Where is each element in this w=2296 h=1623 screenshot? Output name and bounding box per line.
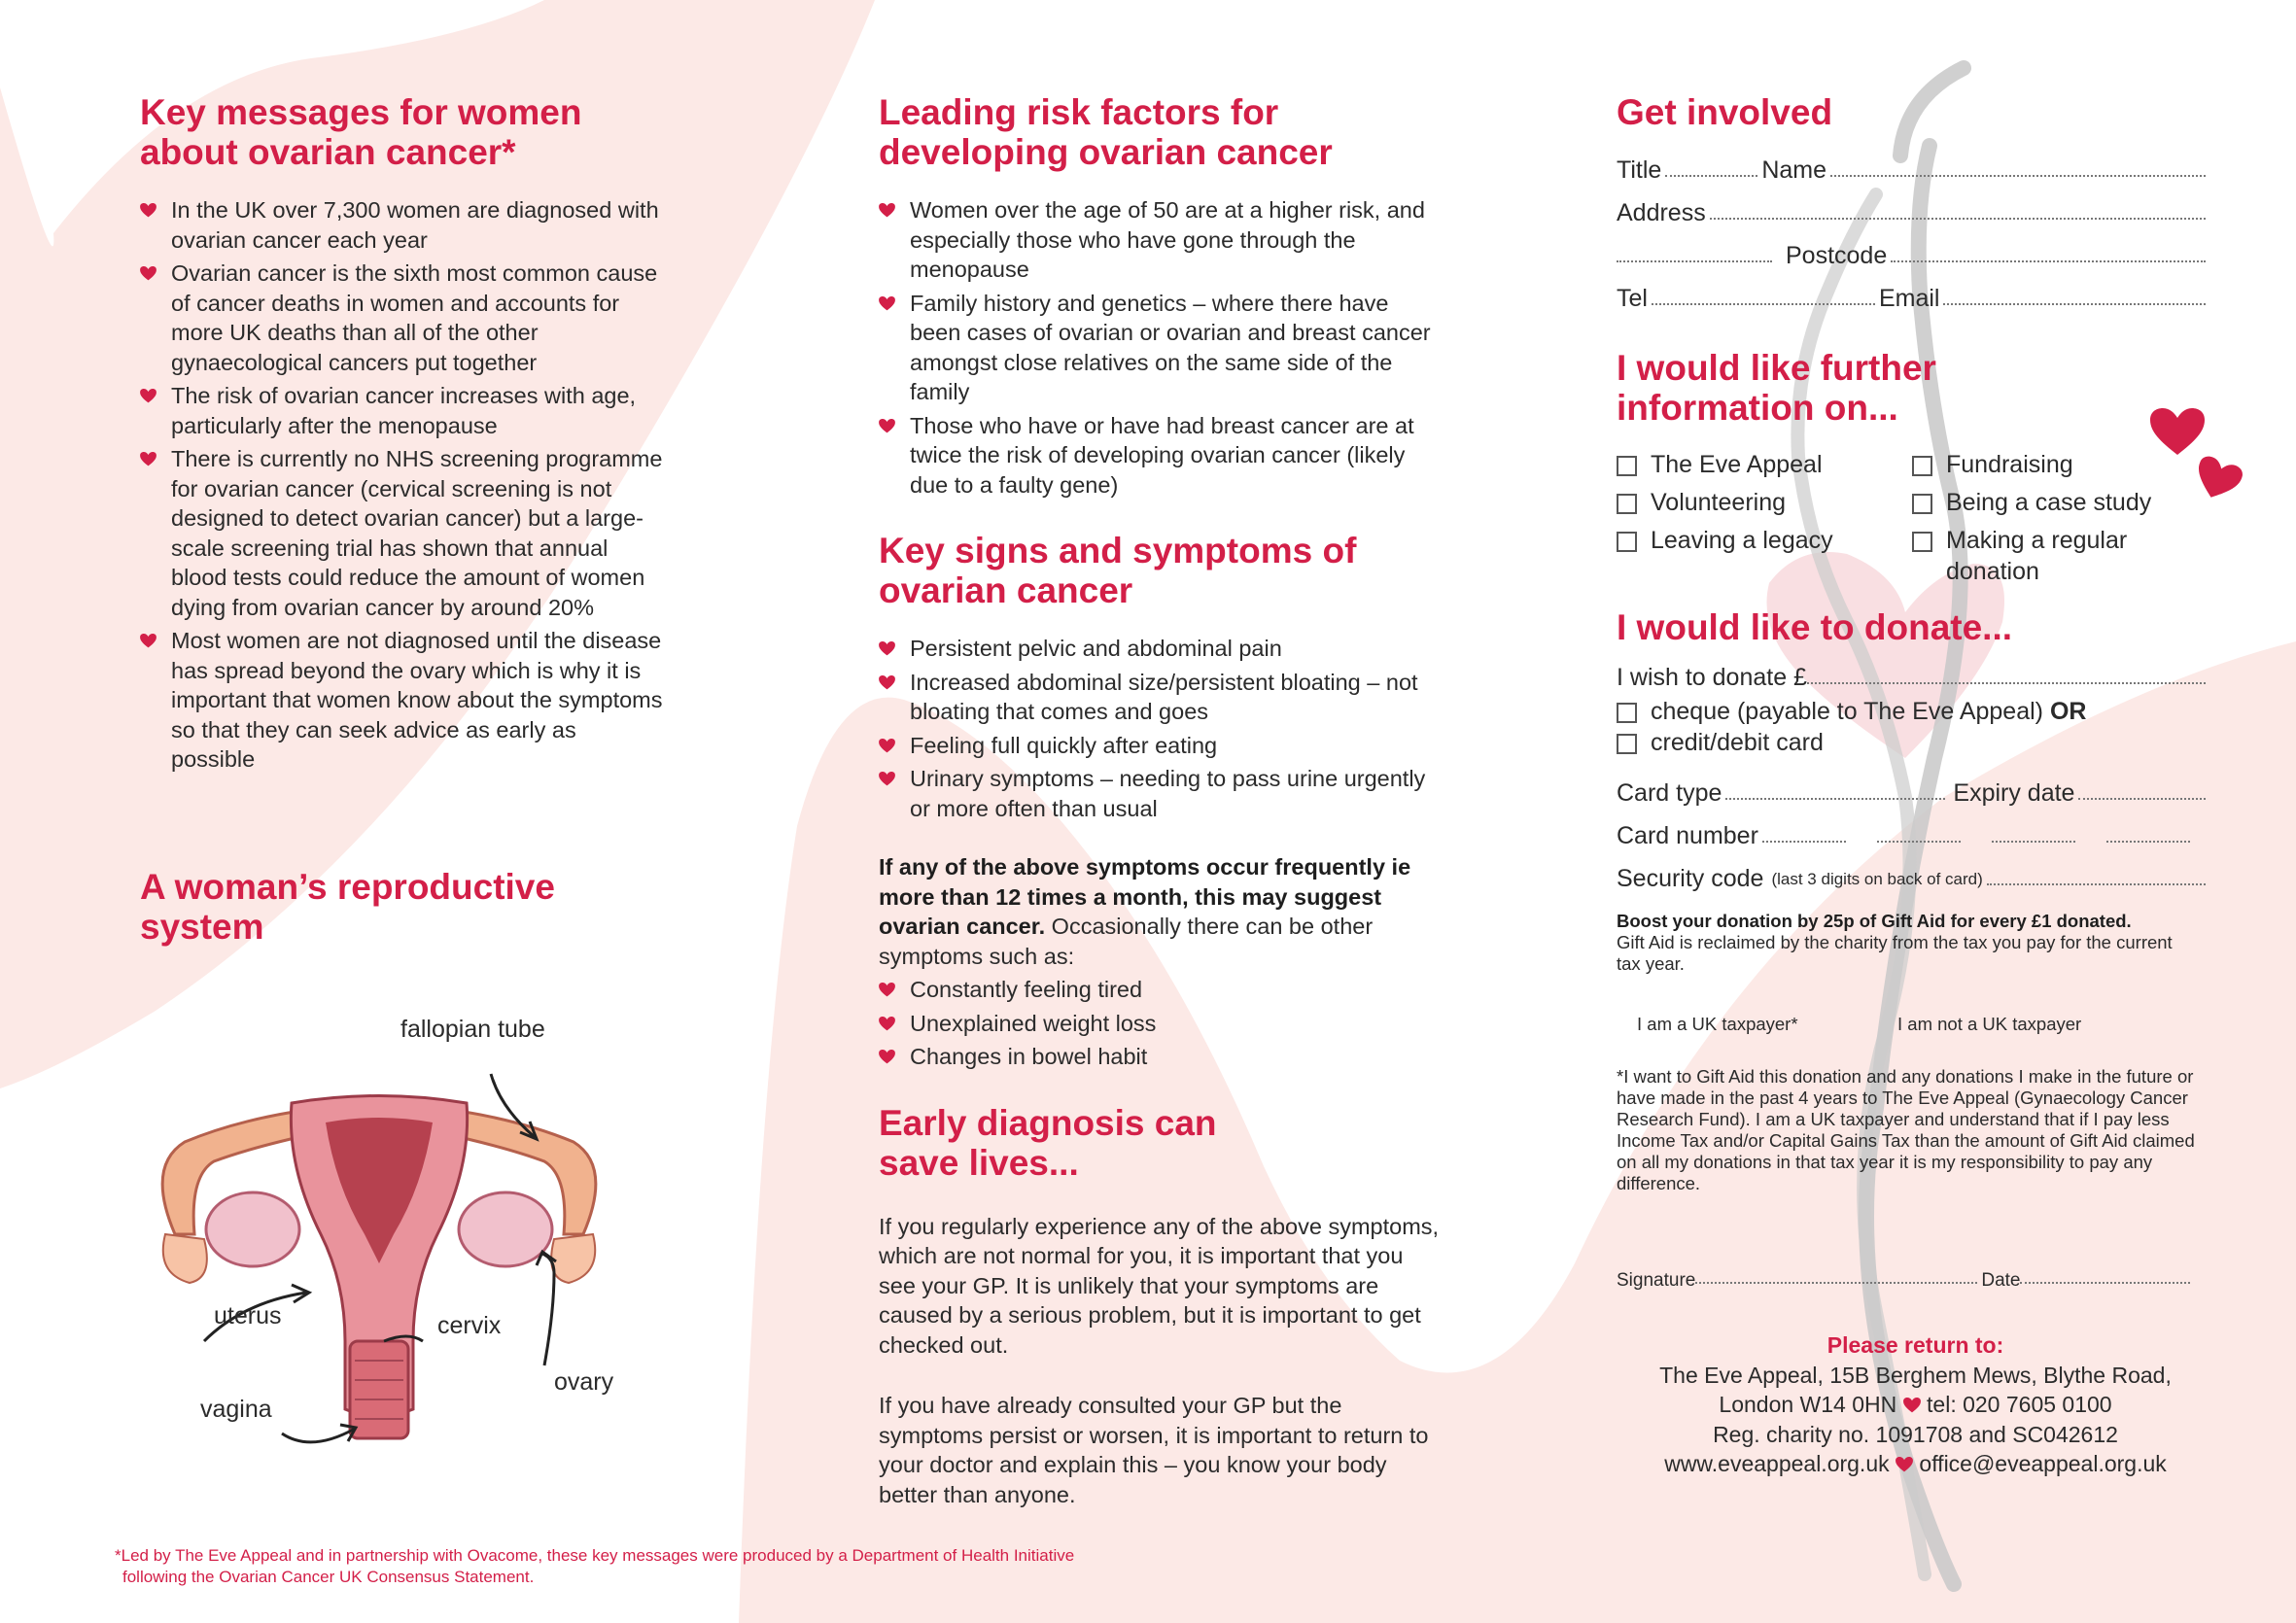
- heart-bullet-icon: [879, 739, 895, 753]
- card-type-row: [1617, 765, 2209, 808]
- not-taxpayer-option[interactable]: [1877, 1014, 2081, 1035]
- list-item: [140, 195, 665, 255]
- heart-bullet-icon: [140, 452, 157, 466]
- address-field[interactable]: [1710, 218, 2206, 220]
- website-link[interactable]: www.eveappeal.org.uk: [1664, 1451, 1890, 1476]
- donate-amount-label: I wish to donate £: [1617, 664, 1807, 691]
- donate-amount-field[interactable]: [1807, 682, 2206, 684]
- list-item-text: Most women are not diagnosed until the disease has spread beyond the ovary which is why it is important that women know about the symptoms so that they can seek advice as early as possible: [171, 628, 663, 772]
- heart-bullet-icon: [140, 634, 157, 648]
- card-type-field[interactable]: [1725, 798, 1945, 800]
- list-item: [879, 195, 1443, 285]
- list-item: [879, 668, 1443, 727]
- expiry-field[interactable]: [2078, 798, 2206, 800]
- checkbox-icon[interactable]: [1617, 494, 1637, 514]
- list-item: [140, 626, 665, 775]
- heart-bullet-icon: [879, 983, 895, 997]
- checkbox-icon[interactable]: [1912, 532, 1932, 552]
- tel-field[interactable]: [1652, 303, 1875, 305]
- list-item: [879, 1042, 1443, 1072]
- early-diagnosis-title: Early diagnosis can save lives...: [879, 1102, 1217, 1183]
- checkbox-icon[interactable]: [1617, 532, 1637, 552]
- risk-factors-list: [879, 195, 1443, 500]
- info-option-label: Fundraising: [1946, 451, 2073, 478]
- return-line-3: Reg. charity no. 1091708 and SC042612: [1713, 1421, 2118, 1447]
- list-item-text: Constantly feeling tired: [910, 977, 1143, 1002]
- card-number-block-2[interactable]: [1877, 841, 1961, 843]
- heart-bullet-icon: [140, 203, 157, 218]
- list-item-text: Unexplained weight loss: [910, 1010, 1157, 1036]
- list-item: [879, 764, 1443, 823]
- checkbox-icon[interactable]: [1617, 1018, 1631, 1032]
- tel-email-row: [1617, 270, 2209, 313]
- checkbox-icon[interactable]: [1877, 1018, 1892, 1032]
- card-number-block-4[interactable]: [2106, 841, 2190, 843]
- info-option-label: Leaving a legacy: [1651, 527, 1833, 554]
- cheque-label: cheque (payable to The Eve Appeal) OR: [1651, 698, 2087, 725]
- gift-aid-text: Gift Aid is reclaimed by the charity from the tax you pay for the current tax year.: [1617, 932, 2173, 974]
- return-line-4: [1617, 1449, 2214, 1479]
- gift-aid-headline: Boost your donation by 25p of Gift Aid for every £1 donated.: [1617, 911, 2132, 931]
- security-code-row: [1617, 850, 2209, 893]
- checkbox-icon[interactable]: [1617, 734, 1637, 754]
- email-link[interactable]: office@eveappeal.org.uk: [1919, 1451, 2167, 1476]
- list-item: [879, 731, 1443, 761]
- list-item: [879, 634, 1443, 664]
- checkbox-icon[interactable]: [1617, 456, 1637, 476]
- vagina-label: vagina: [200, 1396, 272, 1423]
- list-item-text: Those who have or have had breast cancer are at twice the risk of developing ovarian cancer (likely due to a faulty gene): [910, 412, 1414, 498]
- uterus-label: uterus: [214, 1302, 282, 1329]
- info-option[interactable]: [1912, 525, 2204, 587]
- card-type-label: Card type: [1617, 779, 1722, 807]
- taxpayer-option[interactable]: [1617, 1014, 1877, 1035]
- other-symptoms-list: [879, 975, 1443, 1072]
- info-option[interactable]: [1617, 449, 1912, 480]
- title-field[interactable]: [1665, 175, 1757, 177]
- info-option-label: Being a case study: [1946, 489, 2152, 516]
- heart-bullet-icon: [879, 772, 895, 786]
- taxpayer-options: [1617, 1014, 2209, 1035]
- symptoms-note: If any of the above symptoms occur frequently ie more than 12 times a month, this may suggest ovarian cancer. Occasionally there can be other symptoms such as:: [879, 854, 1411, 969]
- key-messages-list: [140, 195, 665, 775]
- card-number-row: [1617, 808, 2209, 850]
- info-option[interactable]: [1617, 487, 1912, 518]
- info-option-label: The Eve Appeal: [1651, 451, 1823, 478]
- checkbox-icon[interactable]: [1912, 456, 1932, 476]
- name-field[interactable]: [1830, 175, 2206, 177]
- address-continued-field[interactable]: [1617, 260, 1772, 262]
- further-info-title: I would like further information on...: [1617, 348, 1936, 428]
- return-address: [1617, 1330, 2214, 1479]
- early-diagnosis-paragraph-2: If you have already consulted your GP but the symptoms persist or worsen, it is important to return to your doctor and explain this – you know your body better than anyone.: [879, 1393, 1429, 1507]
- list-item-text: Urinary symptoms – needing to pass urine urgently or more often than usual: [910, 766, 1426, 821]
- heart-bullet-icon: [879, 641, 895, 656]
- list-item: [140, 381, 665, 440]
- column-key-messages: [140, 92, 665, 970]
- heart-bullet-icon: [140, 389, 157, 403]
- title-name-row: [1617, 142, 2209, 185]
- email-label: Email: [1878, 285, 1940, 312]
- list-item-text: There is currently no NHS screening programme for ovarian cancer (cervical screening is not designed to detect ovarian cancer) but a large-scale screening trial has shown that annual blood tests could reduce the amount of women dying from ovarian cancer by around 20%: [171, 446, 663, 620]
- info-option[interactable]: [1912, 487, 2204, 518]
- column-form: [1617, 92, 2209, 1479]
- card-option[interactable]: [1617, 727, 2209, 758]
- gift-aid-declaration: *I want to Gift Aid this donation and any donations I make in the future or have made in the past 4 years to The Eve Appeal (Gynaecology Cancer Research Fund). I am a UK taxpayer and understand that if I pay less Income Tax and/or Capital Gains Tax than the amount of Gift Aid claimed on all my donations in that tax year it is my responsibility to pay any difference.: [1617, 1066, 2195, 1193]
- checkbox-icon[interactable]: [1617, 703, 1637, 723]
- heart-bullet-icon: [879, 1050, 895, 1064]
- expiry-label: Expiry date: [1953, 779, 2075, 807]
- gift-aid-info: [1617, 911, 2180, 975]
- address-label: Address: [1617, 199, 1706, 226]
- footnote: [115, 1545, 1281, 1588]
- return-line-2: London W14 0HN tel: 020 7605 0100: [1719, 1392, 2112, 1417]
- info-option-label: Making a regular donation: [1946, 527, 2128, 585]
- postcode-row: [1617, 227, 2209, 270]
- signature-label: Signature: [1617, 1270, 1696, 1291]
- footnote-line-2: following the Ovarian Cancer UK Consensus Statement.: [122, 1568, 535, 1586]
- heart-bullet-icon: [879, 296, 895, 311]
- email-field[interactable]: [1943, 303, 2206, 305]
- list-item: [879, 411, 1443, 501]
- list-item: [879, 1009, 1443, 1039]
- checkbox-icon[interactable]: [1912, 494, 1932, 514]
- get-involved-title: Get involved: [1617, 92, 1833, 132]
- security-code-field[interactable]: [1987, 883, 2206, 885]
- info-option-label: Volunteering: [1651, 489, 1787, 516]
- list-item: [879, 975, 1443, 1005]
- card-number-label: Card number: [1617, 822, 1758, 849]
- risk-factors-title: Leading risk factors for developing ovarian cancer: [879, 92, 1333, 172]
- postcode-field[interactable]: [1891, 260, 2206, 262]
- info-option[interactable]: [1617, 525, 1912, 587]
- signs-list: [879, 634, 1443, 823]
- early-diagnosis-paragraph-1: If you regularly experience any of the above symptoms, which are not normal for you, it is important that you see your GP. It is unlikely that your symptoms are caused by a serious problem, but it is important to get checked out.: [879, 1213, 1440, 1358]
- title-label: Title: [1617, 156, 1662, 184]
- list-item: [140, 259, 665, 377]
- heart-bullet-icon: [879, 675, 895, 690]
- ovary-label: ovary: [554, 1368, 614, 1396]
- signs-symptoms-title: Key signs and symptoms of ovarian cancer: [879, 531, 1357, 610]
- fallopian-tube-label: fallopian tube: [400, 1016, 545, 1043]
- return-line-1: The Eve Appeal, 15B Berghem Mews, Blythe Road,: [1659, 1362, 2172, 1388]
- heart-separator-icon: [1896, 1457, 1913, 1472]
- security-code-label: Security code: [1617, 865, 1764, 892]
- postcode-label: Postcode: [1786, 242, 1888, 269]
- cervix-label: cervix: [437, 1312, 502, 1339]
- heart-bullet-icon: [140, 266, 157, 281]
- signature-row: [1617, 1260, 2209, 1292]
- list-item: [140, 444, 665, 622]
- list-item-text: Women over the age of 50 are at a higher risk, and especially those who have gone through the menopause: [910, 197, 1425, 282]
- name-label: Name: [1761, 156, 1826, 184]
- security-code-hint: (last 3 digits on back of card): [1771, 870, 1983, 888]
- card-number-block-3[interactable]: [1992, 841, 2075, 843]
- list-item-text: The risk of ovarian cancer increases with age, particularly after the menopause: [171, 383, 637, 438]
- column-risk-symptoms: [879, 92, 1443, 1509]
- donate-amount-row: [1617, 657, 2209, 692]
- list-item-text: In the UK over 7,300 women are diagnosed with ovarian cancer each year: [171, 197, 659, 253]
- decorative-heart-icon: [2150, 408, 2205, 457]
- tel-label: Tel: [1617, 285, 1648, 312]
- heart-bullet-icon: [879, 1017, 895, 1031]
- taxpayer-label: I am a UK taxpayer*: [1637, 1014, 1798, 1034]
- further-info-options: [1617, 449, 2209, 594]
- heart-bullet-icon: [879, 203, 895, 218]
- date-label: Date: [1981, 1270, 2021, 1291]
- list-item: [879, 289, 1443, 407]
- key-messages-title: Key messages for women about ovarian cancer*: [140, 92, 582, 172]
- heart-bullet-icon: [879, 419, 895, 433]
- address-row: [1617, 185, 2209, 227]
- list-item-text: Persistent pelvic and abdominal pain: [910, 636, 1282, 661]
- card-number-block-1[interactable]: [1762, 841, 1846, 843]
- list-item-text: Ovarian cancer is the sixth most common cause of cancer deaths in women and accounts for more UK deaths than all of the other gynaecological cancers put together: [171, 260, 658, 375]
- list-item-text: Increased abdominal size/persistent bloating – not bloating that comes and goes: [910, 669, 1418, 724]
- list-item-text: Family history and genetics – where there have been cases of ovarian or ovarian and breast cancer amongst close relatives on the same side of the family: [910, 290, 1431, 404]
- list-item-text: Feeling full quickly after eating: [910, 732, 1218, 758]
- donate-title: I would like to donate...: [1617, 607, 2013, 647]
- card-label: credit/debit card: [1651, 729, 1824, 756]
- list-item-text: Changes in bowel habit: [910, 1044, 1148, 1069]
- reproductive-system-title: A woman’s reproductive system: [140, 866, 555, 947]
- date-field[interactable]: [2020, 1282, 2190, 1284]
- footnote-line-1: *Led by The Eve Appeal and in partnership with Ovacome, these key messages were produced by a Department of Health Initiative: [115, 1546, 1075, 1565]
- signature-field[interactable]: [1695, 1282, 1977, 1284]
- not-taxpayer-label: I am not a UK taxpayer: [1897, 1014, 2082, 1034]
- return-title: Please return to:: [1826, 1332, 2004, 1358]
- cheque-option[interactable]: [1617, 696, 2209, 727]
- heart-separator-icon: [1903, 1398, 1921, 1413]
